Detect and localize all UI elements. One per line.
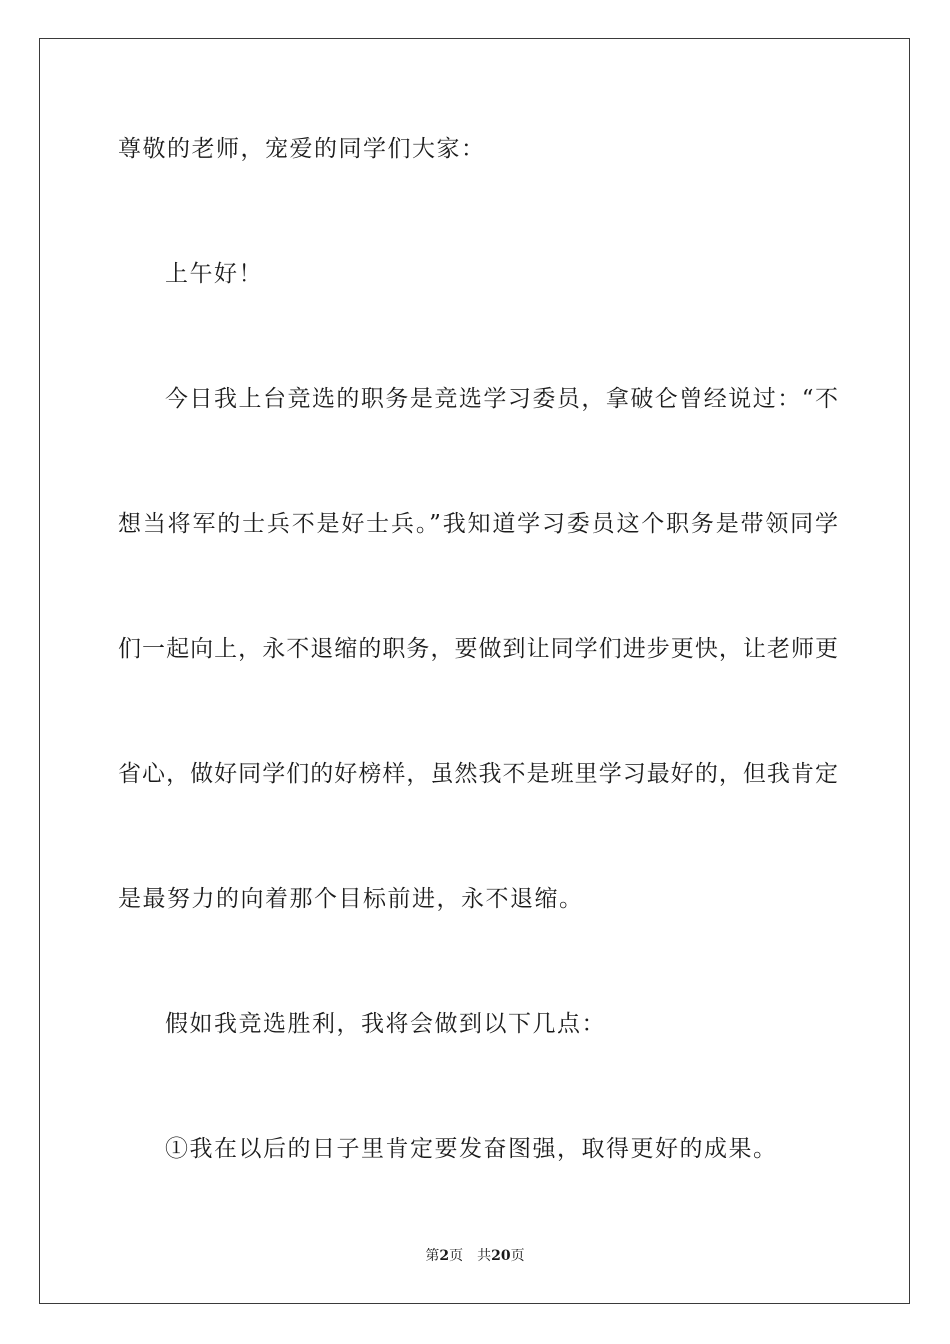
body-line-6: 假如我竞选胜利，我将会做到以下几点： bbox=[165, 1011, 606, 1037]
page-border bbox=[39, 38, 910, 1304]
total-prefix: 共 bbox=[477, 1248, 492, 1264]
page-footer bbox=[0, 1246, 950, 1266]
page-number: 2 bbox=[439, 1248, 450, 1264]
total-pages: 20 bbox=[491, 1248, 511, 1264]
body-line-3: 们一起向上，永不退缩的职务，要做到让同学们进步更快，让老师更 bbox=[118, 636, 838, 662]
body-line-1: 今日我上台竞选的职务是竞选学习委员，拿破仑曾经说过：“不 bbox=[165, 386, 838, 412]
body-line-4: 省心，做好同学们的好榜样，虽然我不是班里学习最好的，但我肯定 bbox=[118, 761, 838, 787]
total-unit: 页 bbox=[510, 1248, 525, 1264]
greeting: 上午好！ bbox=[165, 261, 263, 287]
body-line-2: 想当将军的士兵不是好士兵。”我知道学习委员这个职务是带领同学 bbox=[118, 511, 838, 537]
page-unit: 页 bbox=[449, 1248, 464, 1264]
salutation: 尊敬的老师，宠爱的同学们大家： bbox=[118, 136, 486, 162]
page-prefix: 第 bbox=[425, 1248, 440, 1264]
body-line-5: 是最努力的向着那个目标前进，永不退缩。 bbox=[118, 886, 584, 912]
list-item-1: ①我在以后的日子里肯定要发奋图强，取得更好的成果。 bbox=[165, 1136, 778, 1162]
